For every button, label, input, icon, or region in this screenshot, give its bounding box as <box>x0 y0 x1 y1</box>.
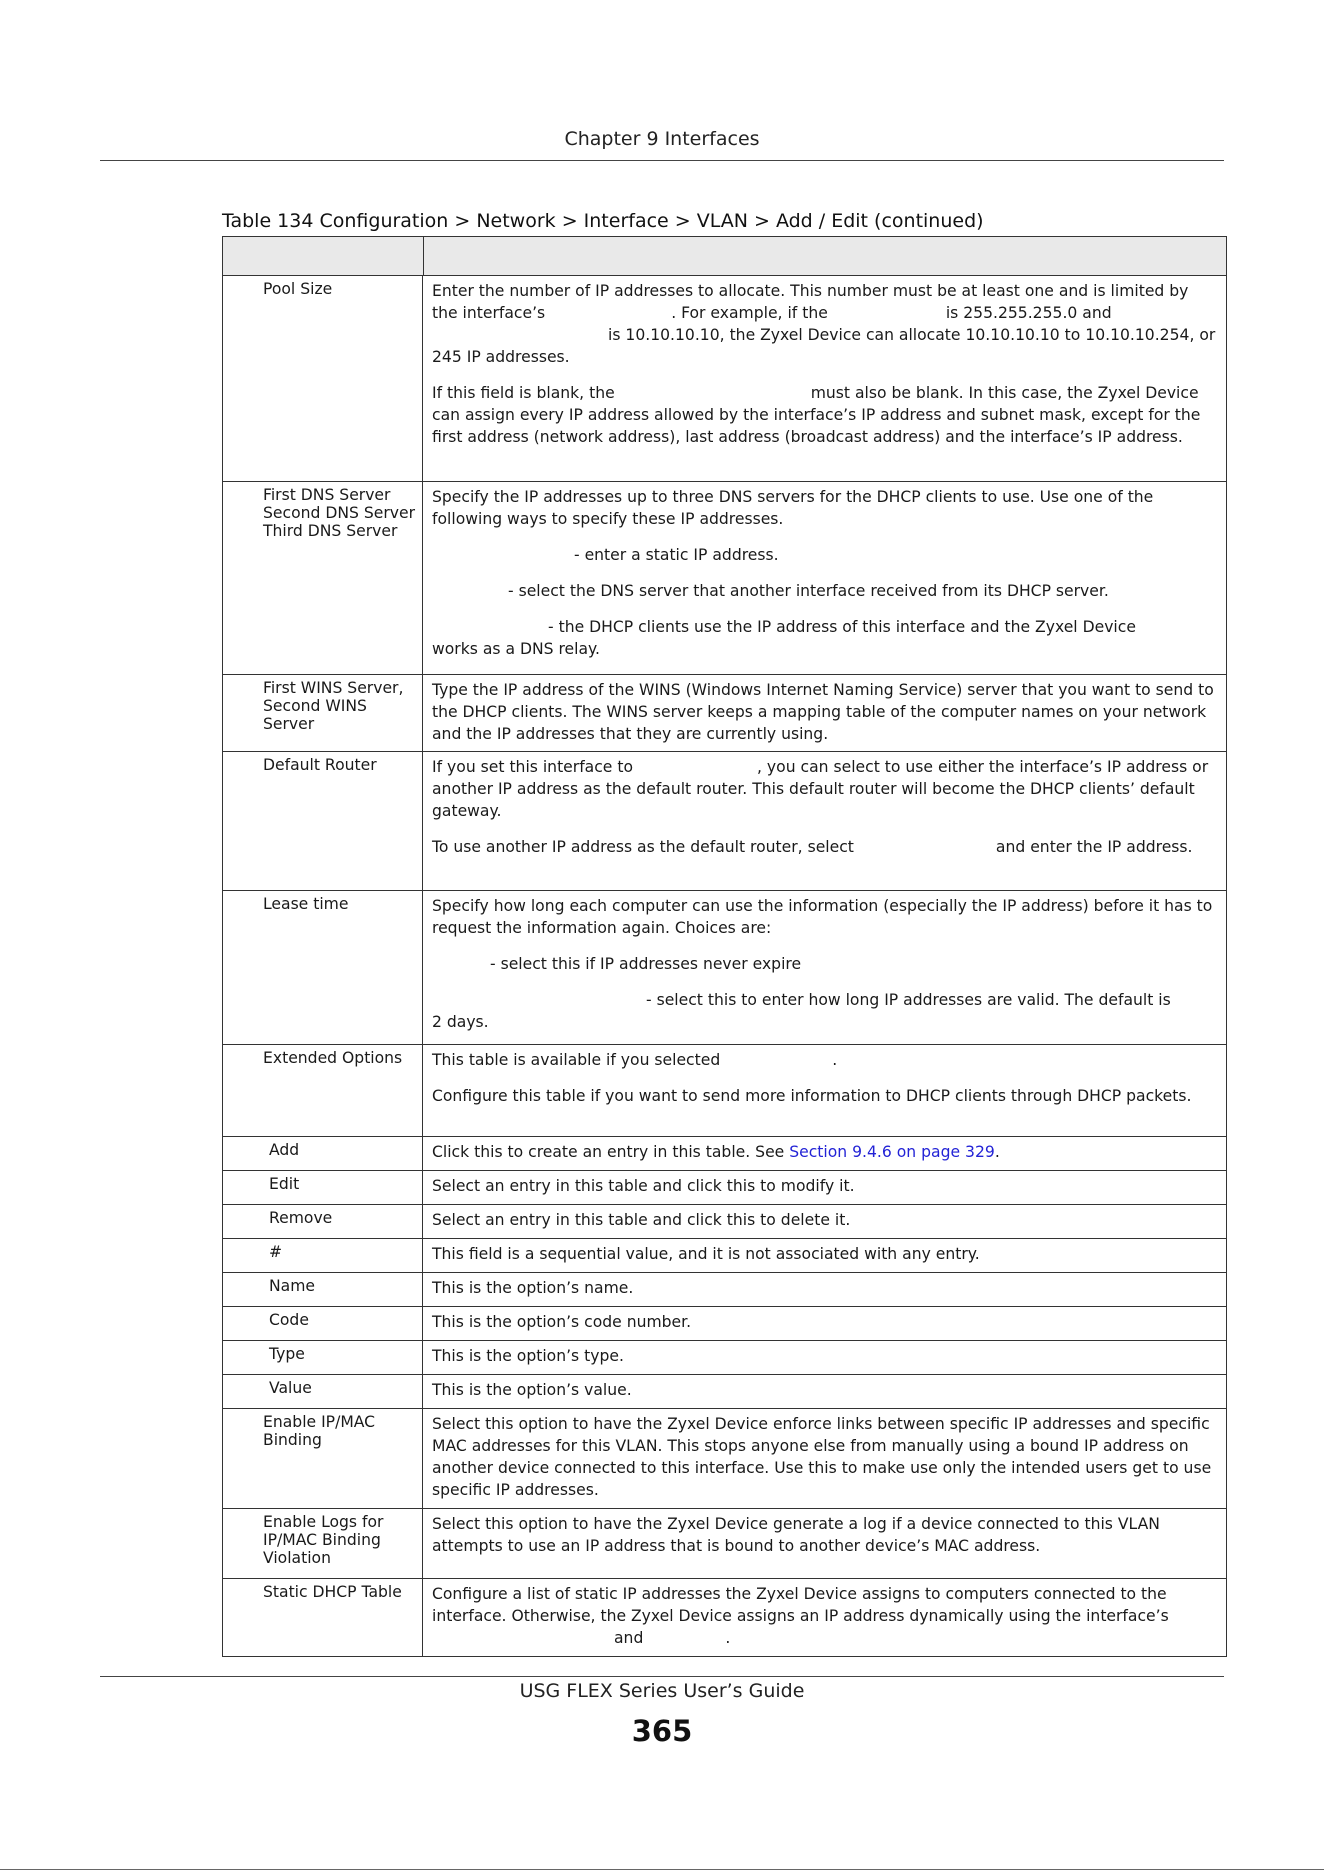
row-label: # <box>223 1239 423 1272</box>
row-description: This table is available if you selected . Configure this table if you want to send more information to DHCP clients through DHCP packets. <box>432 1051 1192 1105</box>
row-label: First DNS Server Second DNS Server Third DNS Server <box>223 482 423 674</box>
field-description-table <box>222 236 1227 1657</box>
row-label: Pool Size <box>223 276 423 481</box>
row-description: Enter the number of IP addresses to allocate. This number must be at least one and is limited by the interface’s . For example, if the is 255.255.255.0 and is 10.10.10.10, the Zyxel Device can allocate 10.10.10.10 to 10.10.10.254, or 245 IP addresses. If this field is blank, the must also be blank. In this case, the Zyxel Device can assign every IP address allowed by the interface’s IP address and subnet mask, except for the first address (network address), last address (broadcast address) and the interface’s IP address. <box>432 282 1216 446</box>
row-label: Enable Logs for IP/MAC Binding Violation <box>223 1509 423 1578</box>
row-label: Default Router <box>223 752 423 890</box>
table-row-code <box>223 1307 1226 1341</box>
table-row-ip-mac-binding <box>223 1409 1226 1509</box>
page-bottom-rule <box>0 1869 1324 1870</box>
guide-title: USG FLEX Series User’s Guide <box>519 1680 805 1702</box>
table-row-remove <box>223 1205 1226 1239</box>
table-row-value <box>223 1375 1226 1409</box>
row-label: Lease time <box>223 891 423 1044</box>
table-row-pool-size <box>223 276 1226 482</box>
table-row-static-dhcp-table <box>223 1579 1226 1656</box>
row-description: This is the option’s name. <box>432 1279 634 1297</box>
table-row-wins-servers <box>223 675 1226 752</box>
table-caption: Table 134 Configuration > Network > Interface > VLAN > Add / Edit (continued) <box>222 210 984 232</box>
page-number: 365 <box>631 1714 693 1748</box>
table-row-add <box>223 1137 1226 1171</box>
chapter-header: Chapter 9 Interfaces <box>564 128 760 150</box>
row-description: Specify the IP addresses up to three DNS servers for the DHCP clients to use. Use one of the following ways to specify these IP addresses. - enter a static IP address. - select the DNS server that another interface received from its DHCP server. - the DHCP clients use the IP address of this interface and the Zyxel Device works as a DNS relay. <box>432 488 1154 658</box>
table-row-dns-servers <box>223 482 1226 675</box>
row-description: Select this option to have the Zyxel Device enforce links between specific IP addresses and specific MAC addresses for this VLAN. This stops anyone else from manually using a bound IP address on another device connected to this interface. Use this to make use only the intended users get to use specific IP addresses. <box>432 1415 1212 1499</box>
header-description-cell <box>424 237 1226 275</box>
row-description: Select an entry in this table and click this to delete it. <box>432 1211 851 1229</box>
row-description: Click this to create an entry in this table. See Section 9.4.6 on page 329. <box>432 1143 1000 1161</box>
table-row-binding-violation-logs <box>223 1509 1226 1579</box>
row-description: If you set this interface to , you can select to use either the interface’s IP address or another IP address as the default router. This default router will become the DHCP clients’ default gateway. To use another IP address as the default router, select and enter the IP address. <box>432 758 1209 856</box>
header-label-cell <box>223 237 424 275</box>
row-label: Remove <box>223 1205 423 1238</box>
table-row-lease-time <box>223 891 1226 1045</box>
row-description: Type the IP address of the WINS (Windows Internet Naming Service) server that you want to send to the DHCP clients. The WINS server keeps a mapping table of the computer names on your network and the IP addresses that they are currently using. <box>432 681 1214 743</box>
row-description: This is the option’s type. <box>432 1347 624 1365</box>
table-row-name <box>223 1273 1226 1307</box>
table-row-type <box>223 1341 1226 1375</box>
table-row-edit <box>223 1171 1226 1205</box>
row-label: Edit <box>223 1171 423 1204</box>
row-description: Select this option to have the Zyxel Device generate a log if a device connected to this VLAN attempts to use an IP address that is bound to another device’s MAC address. <box>432 1515 1160 1555</box>
row-label: Name <box>223 1273 423 1306</box>
row-description: This is the option’s value. <box>432 1381 632 1399</box>
section-link[interactable]: Section 9.4.6 on page 329 <box>789 1143 995 1161</box>
row-label: First WINS Server, Second WINS Server <box>223 675 423 751</box>
row-label: Extended Options <box>223 1045 423 1136</box>
table-row-number <box>223 1239 1226 1273</box>
table-row-extended-options <box>223 1045 1226 1137</box>
header-rule <box>100 160 1224 161</box>
row-description: This field is a sequential value, and it is not associated with any entry. <box>432 1245 980 1263</box>
row-label: Enable IP/MAC Binding <box>223 1409 423 1508</box>
table-row-default-router <box>223 752 1226 891</box>
row-label: Static DHCP Table <box>223 1579 423 1656</box>
row-label: Code <box>223 1307 423 1340</box>
row-label: Add <box>223 1137 423 1170</box>
table-header-row <box>223 237 1226 276</box>
row-description: Configure a list of static IP addresses the Zyxel Device assigns to computers connected to the interface. Otherwise, the Zyxel Device assigns an IP address dynamically using the interface’sand . <box>432 1585 1169 1647</box>
row-description: Select an entry in this table and click this to modify it. <box>432 1177 855 1195</box>
row-label: Type <box>223 1341 423 1374</box>
footer-rule <box>100 1676 1224 1677</box>
row-label: Value <box>223 1375 423 1408</box>
row-description: Specify how long each computer can use the information (especially the IP address) before it has to request the information again. Choices are: - select this if IP addresses never expire - select this to enter how long IP addresses are valid. The default is 2 days. <box>432 897 1213 1031</box>
row-description: This is the option’s code number. <box>432 1313 692 1331</box>
